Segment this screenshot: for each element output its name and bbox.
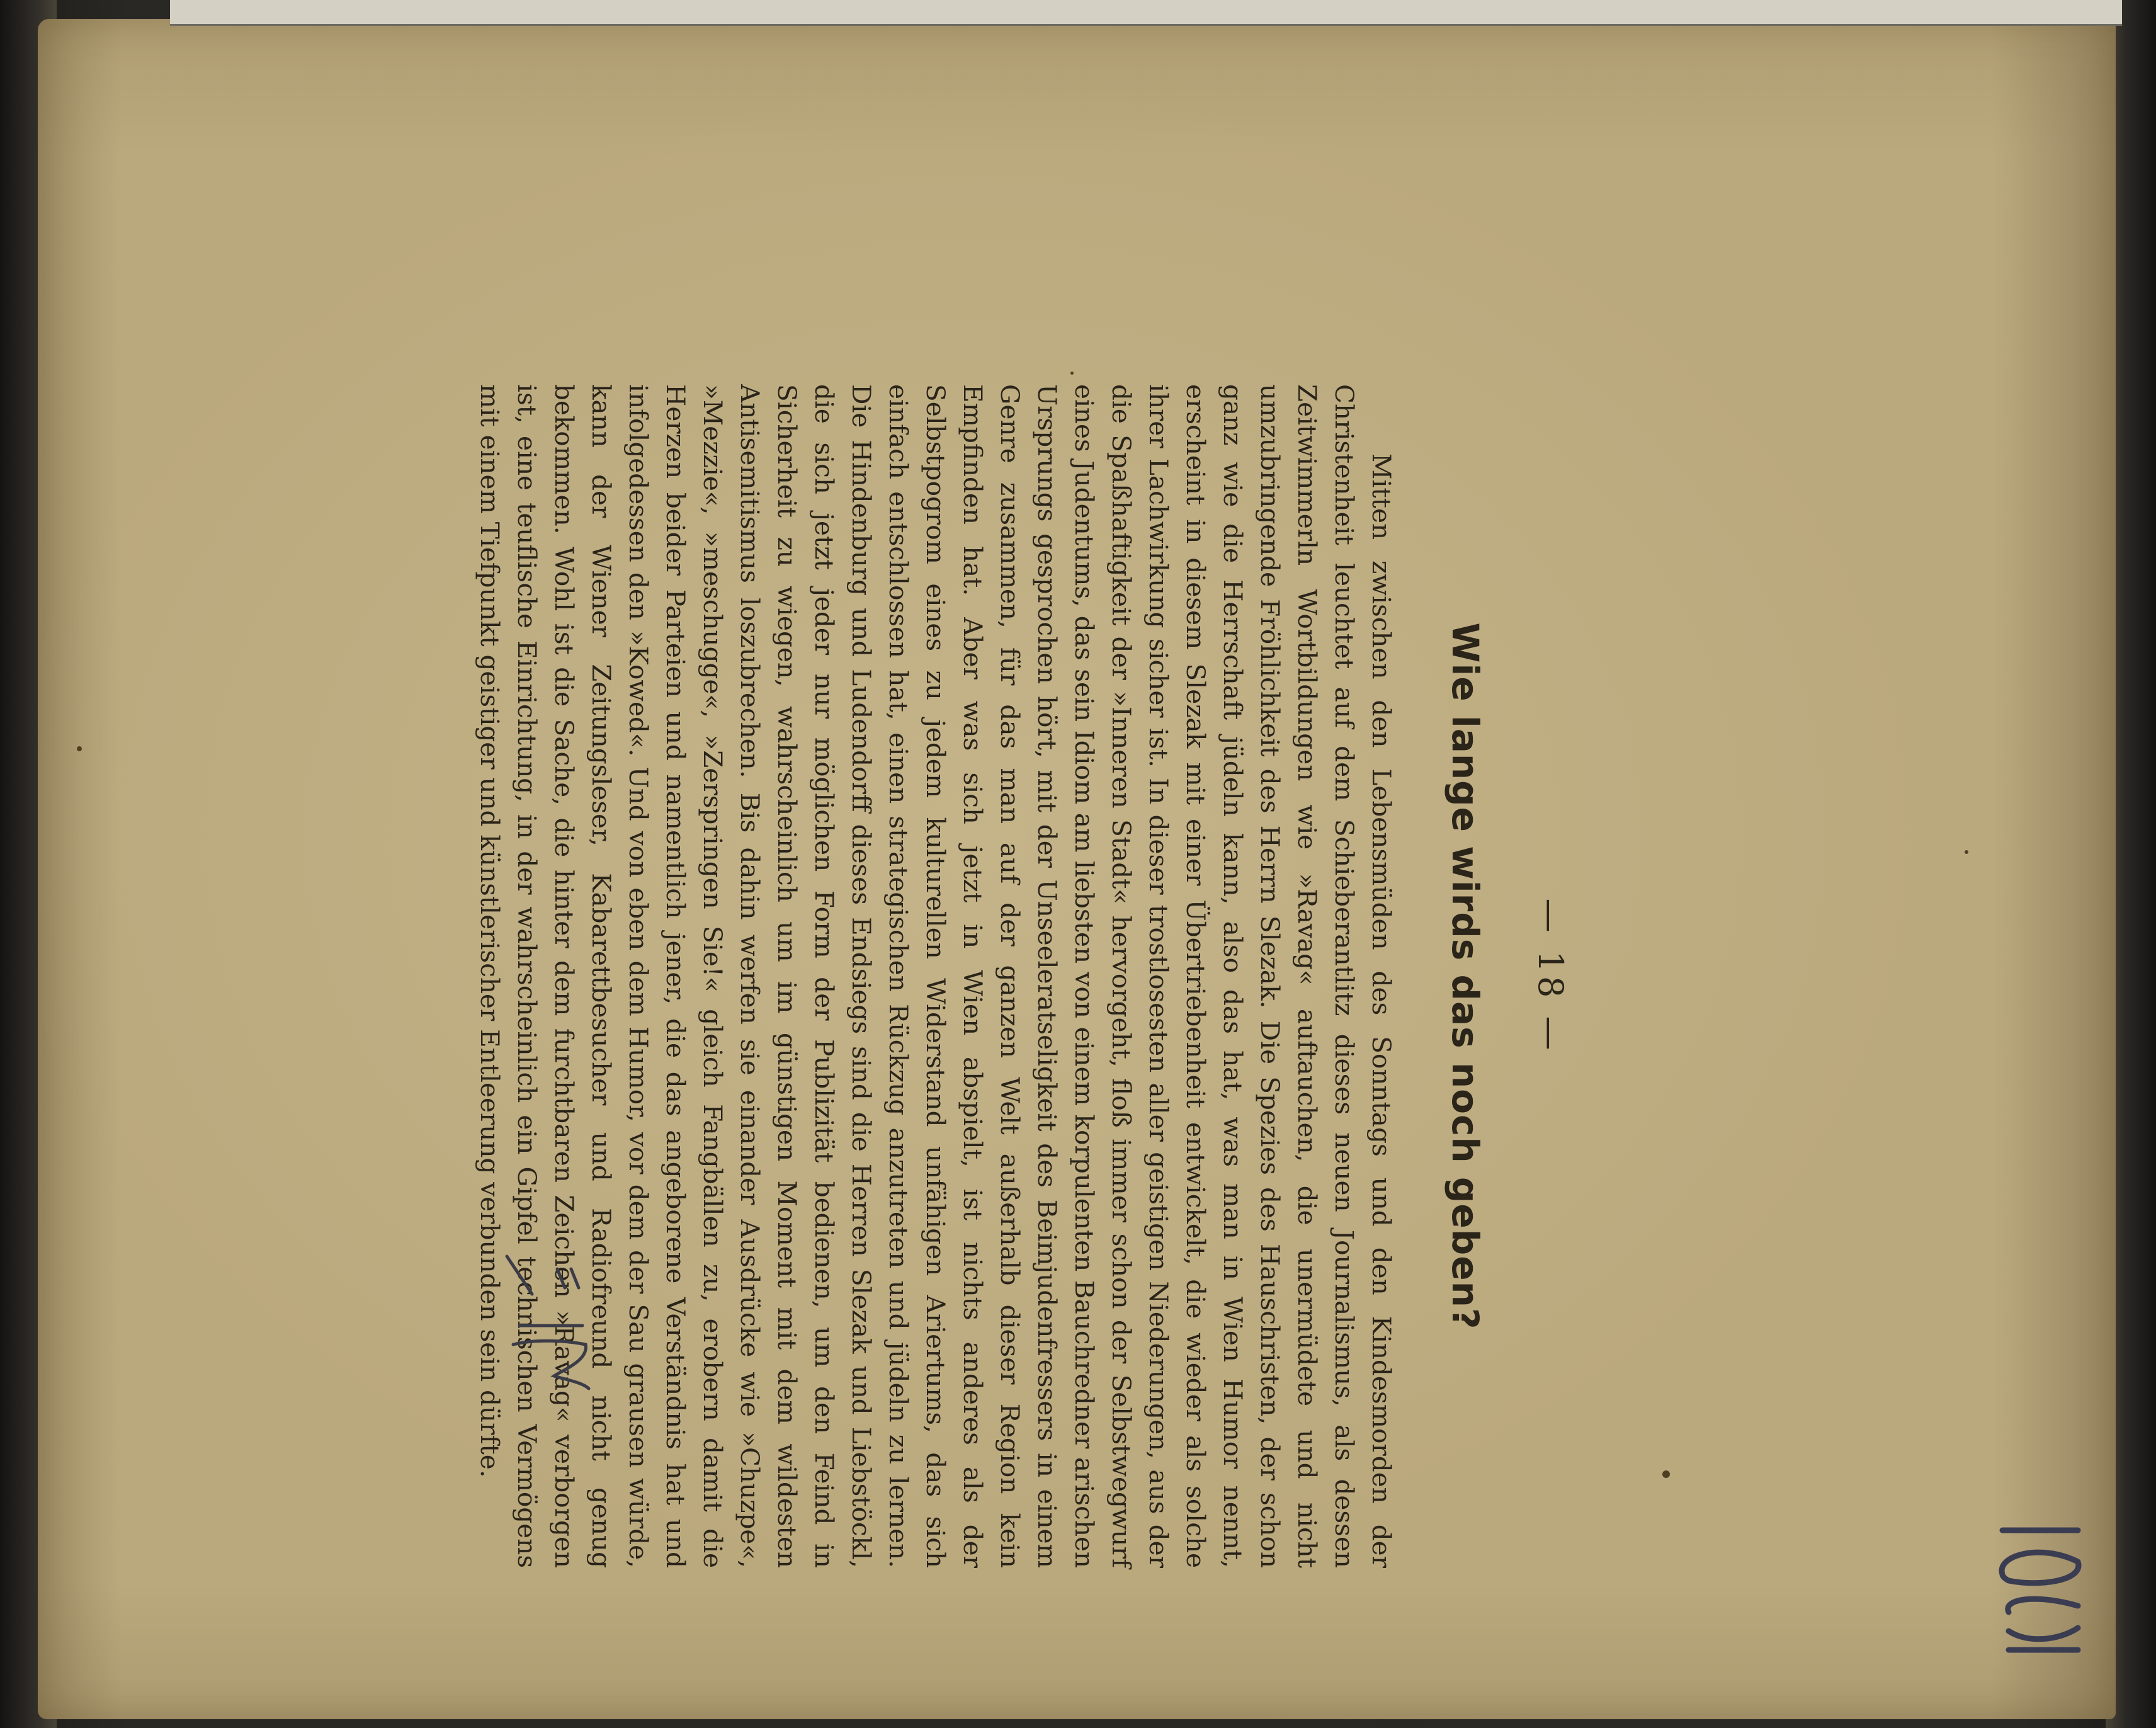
paper-speck [77,746,82,751]
page-number: — 18 — [1531,898,1570,1054]
pencil-annotation [494,1250,601,1414]
top-page-edge-strip [170,0,2122,26]
article-title: Wie lange wirds das noch geben? [1444,622,1487,1330]
paper-speck [1070,372,1074,375]
folio-number-annotation [1983,1505,2097,1669]
paper-speck [1965,850,1968,854]
paper-speck [1662,1470,1670,1478]
article-body: Mitten zwischen den Lebensmüden des Sonntags und den Kindesmorden der Christenheit leuchtet auf dem Schieberantlitz dieses neuen Journalismus, als dessen Zeitwimmerln Wortbildungen wie »Ravag« auftauchen, die unermüdete und nicht umzubringende Fröhlichkeit des Herrn Slezak. Die Spezies des Hauschristen, der schon ganz wie die Herrschaft jüdeln kann, also das hat, was man in Wien Humor nennt, erscheint in diesem Slezak mit einer Übertriebenheit entwickelt, die wieder als solche ihrer Lachwirkung sicher ist. In dieser trostlosesten aller geistigen Niederungen, aus der die Spaßhaftigkeit der »Inneren Stadt« hervorgeht, floß immer schon der Selbstwegwurf eines Judentums, das sein Idiom am liebsten von einem korpulenten Bauchredner arischen Ursprungs gesprochen hört, mit der Unseeleratseligkeit des Beimjudenfressers in einem Genre zusammen, für das man auf der ganzen Welt außerhalb dieser Region kein Empfinden hat. Aber was sich jetzt in Wien abspielt, ist nichts anderes als der Selbstpogrom eines zu jedem kulturellen Widerstand unfähigen Ariertums, das sich einfach entschlossen hat, einen strategischen Rückzug anzutreten und jüdeln zu lernen. Die Hindenburg und Ludendorff dieses Endsiegs sind die Herren Slezak und Liebstöckl, die sich jetzt jeder nur möglichen Form der Publizität bedienen, um den Feind in Sicherheit zu wiegen, wahrscheinlich um im günstigen Moment mit dem wildesten Antisemitismus loszubrechen. Bis dahin werfen sie einander Ausdrücke wie »Chuzpe«, »Mezzie«, »meschugge«, »Zerspringen Sie!« gleich Fangbällen zu, erobern damit die Herzen beider Parteien und namentlich jener, die das angeborene Verständnis hat und infolgedessen den »Kowed«. Und von eben dem Humor, vor dem der Sau grausen würde, kann der Wiener Zeitungsleser, Kabarettbesucher und Radiofreund nicht genug bekommen. Wohl ist die Sache, die hinter dem furchtbaren Zeichen »Ravag« verborgen ist, eine teuflische Einrichtung, in der wahrscheinlich ein Gipfel technischen Vermögens mit einem Tiefpunkt geistiger und künstlerischer Entleerung verbunden sein dürfte. [475,384,1397,1568]
